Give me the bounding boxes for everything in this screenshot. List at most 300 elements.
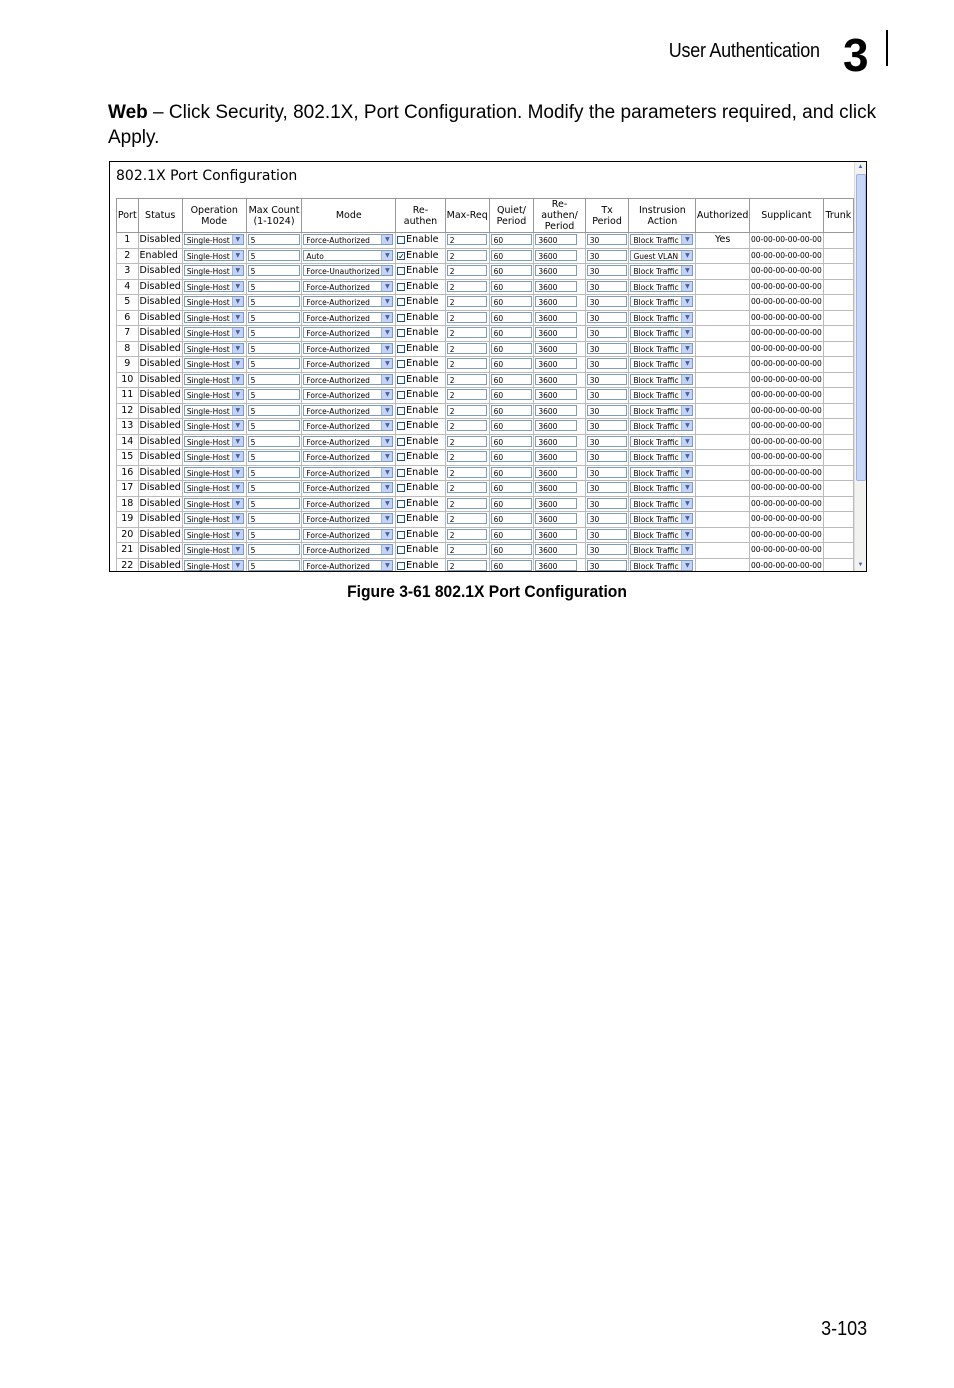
select-value: Single-Host [186, 375, 230, 385]
supplicant-cell [749, 558, 823, 572]
quiet-period-cell [489, 558, 534, 572]
operation-mode-select[interactable] [184, 234, 244, 245]
max-req-input[interactable]: 2 [447, 544, 487, 555]
max-req-input[interactable]: 2 [447, 436, 487, 447]
column-header: Operation Mode [182, 199, 246, 233]
max-req-input[interactable]: 2 [447, 234, 487, 245]
status-cell: Disabled [138, 233, 182, 249]
intrusion-action-select[interactable] [630, 436, 693, 447]
intrusion-action-cell [629, 279, 696, 295]
quiet-period-input[interactable]: 60 [491, 405, 532, 416]
max-count-cell [246, 372, 302, 388]
mode-select[interactable] [303, 296, 393, 307]
intrusion-action-select[interactable] [630, 420, 693, 431]
reauthen-period-input[interactable]: 3600 [535, 234, 577, 245]
max-req-input[interactable]: 2 [447, 374, 487, 385]
max-req-input[interactable]: 2 [447, 467, 487, 478]
select-value: Single-Host [186, 530, 230, 540]
tx-period-input[interactable]: 30 [587, 451, 627, 462]
operation-mode-select[interactable] [184, 529, 244, 540]
reauthen-checkbox[interactable] [397, 500, 405, 508]
max-req-cell [445, 512, 489, 528]
mode-cell [302, 558, 396, 572]
operation-mode-select[interactable] [184, 451, 244, 462]
reauthen-checkbox[interactable] [397, 236, 405, 244]
reauthen-label: Enable [406, 265, 439, 276]
supplicant-mac: 00-00-00-00-00-00 [750, 343, 822, 353]
reauthen-period-input[interactable]: 3600 [535, 420, 577, 431]
reauthen-period-input[interactable]: 3600 [535, 436, 577, 447]
quiet-period-cell [489, 326, 534, 342]
quiet-period-input[interactable]: 60 [491, 560, 532, 571]
reauthen-cell [396, 264, 446, 280]
operation-mode-cell [182, 310, 246, 326]
select-value: Single-Host [186, 329, 230, 339]
reauthen-label: Enable [406, 466, 439, 478]
operation-mode-select[interactable] [184, 498, 244, 509]
reauthen-checkbox[interactable]: ✓ [398, 251, 405, 261]
intrusion-action-select[interactable] [630, 374, 693, 385]
reauthen-label: Enable [406, 544, 439, 555]
max-count-input[interactable]: 5 [248, 312, 300, 323]
max-count-input[interactable]: 5 [248, 389, 300, 400]
operation-mode-select[interactable] [184, 343, 244, 354]
intrusion-action-select[interactable] [630, 513, 693, 524]
quiet-period-input[interactable]: 60 [491, 327, 532, 338]
max-count-cell [246, 465, 302, 481]
intrusion-action-select[interactable] [630, 405, 693, 416]
table-row [117, 326, 854, 342]
reauthen-period-input[interactable]: 3600 [535, 544, 577, 555]
reauthen-checkbox[interactable] [397, 391, 405, 399]
quiet-period-input[interactable]: 60 [491, 358, 532, 369]
intrusion-action-select[interactable] [630, 343, 693, 354]
port-cell: 1 [117, 233, 139, 249]
operation-mode-select[interactable] [184, 281, 244, 292]
max-req-input[interactable]: 2 [447, 312, 487, 323]
quiet-period-input[interactable]: 60 [491, 529, 532, 540]
max-count-input[interactable]: 5 [248, 405, 300, 416]
max-count-input[interactable]: 5 [248, 467, 300, 478]
max-count-cell [246, 419, 302, 435]
max-count-cell [246, 434, 302, 450]
status-cell: Disabled [138, 388, 182, 404]
tx-period-input[interactable]: 30 [587, 265, 627, 276]
reauthen-period-input[interactable]: 3600 [535, 467, 577, 478]
operation-mode-select[interactable] [184, 265, 244, 276]
reauthen-checkbox[interactable] [397, 345, 405, 353]
reauthen-period-cell [534, 543, 585, 559]
reauthen-period-input[interactable]: 3600 [535, 265, 577, 276]
trunk-cell [823, 465, 853, 481]
mode-select[interactable] [303, 327, 393, 338]
intrusion-action-select[interactable] [630, 234, 693, 245]
intrusion-action-cell [629, 264, 696, 280]
reauthen-checkbox[interactable] [397, 376, 405, 384]
select-value: Guest VLAN [633, 251, 679, 261]
max-count-input[interactable]: 5 [248, 529, 300, 540]
supplicant-cell [749, 434, 823, 450]
operation-mode-select[interactable] [184, 389, 244, 400]
reauthen-checkbox[interactable] [397, 407, 405, 415]
reauthen-period-input[interactable]: 3600 [535, 451, 577, 462]
select-value: Single-Host [186, 282, 230, 292]
tx-period-input[interactable]: 30 [587, 560, 627, 571]
mode-select[interactable] [303, 358, 393, 369]
max-count-input[interactable]: 5 [248, 343, 300, 354]
intrusion-action-select[interactable] [630, 389, 693, 400]
mode-cell [302, 527, 396, 543]
mode-select[interactable] [303, 560, 393, 571]
select-value: Block Traffic [633, 499, 679, 509]
quiet-period-input[interactable]: 60 [491, 482, 532, 493]
chevron-down-icon: ▼ [681, 468, 692, 477]
tx-period-input[interactable]: 30 [587, 405, 627, 416]
reauthen-period-cell [534, 372, 585, 388]
reauthen-checkbox[interactable] [397, 329, 405, 337]
tx-period-input[interactable]: 30 [587, 467, 627, 478]
operation-mode-select[interactable] [184, 482, 244, 493]
tx-period-input[interactable]: 30 [587, 234, 627, 245]
max-count-input[interactable]: 5 [248, 265, 300, 276]
select-value: Block Traffic [633, 375, 679, 385]
max-req-input[interactable]: 2 [447, 265, 487, 276]
quiet-period-input[interactable]: 60 [491, 467, 532, 478]
max-count-input[interactable]: 5 [248, 544, 300, 555]
tx-period-input[interactable]: 30 [587, 498, 627, 509]
operation-mode-select[interactable] [184, 405, 244, 416]
mode-select[interactable] [303, 312, 393, 323]
reauthen-period-input[interactable]: 3600 [535, 482, 577, 493]
intrusion-action-select[interactable] [630, 467, 693, 478]
max-count-input[interactable]: 5 [248, 374, 300, 385]
reauthen-checkbox[interactable] [397, 515, 405, 523]
mode-select[interactable] [303, 498, 393, 509]
column-header: Trunk [823, 199, 853, 233]
vertical-scrollbar[interactable] [854, 162, 866, 571]
select-value: Block Traffic [633, 453, 679, 463]
authorized-cell [696, 357, 750, 373]
reauthen-period-input[interactable]: 3600 [535, 296, 577, 307]
reauthen-period-input[interactable]: 3600 [535, 343, 577, 354]
tx-period-input[interactable]: 30 [587, 420, 627, 431]
quiet-period-cell [489, 465, 534, 481]
mode-select[interactable] [303, 529, 393, 540]
supplicant-cell [749, 543, 823, 559]
trunk-cell [823, 264, 853, 280]
tx-period-cell [585, 419, 629, 435]
tx-period-input[interactable]: 30 [587, 513, 627, 524]
tx-period-input[interactable]: 30 [587, 343, 627, 354]
max-count-input[interactable]: 5 [248, 436, 300, 447]
reauthen-period-input[interactable]: 3600 [535, 513, 577, 524]
reauthen-period-input[interactable]: 3600 [535, 560, 577, 571]
quiet-period-input[interactable]: 60 [491, 374, 532, 385]
table-row [117, 419, 854, 435]
chevron-down-icon: ▼ [381, 266, 392, 275]
max-req-cell [445, 419, 489, 435]
max-req-input[interactable]: 2 [447, 513, 487, 524]
max-count-input[interactable]: 5 [248, 234, 300, 245]
reauthen-checkbox[interactable] [397, 298, 405, 306]
reauthen-period-input[interactable]: 3600 [535, 389, 577, 400]
operation-mode-select[interactable] [184, 374, 244, 385]
tx-period-cell [585, 512, 629, 528]
quiet-period-input[interactable]: 60 [491, 389, 532, 400]
reauthen-checkbox[interactable] [397, 469, 405, 477]
mode-select[interactable] [303, 513, 393, 524]
max-req-input[interactable]: 2 [447, 250, 487, 261]
operation-mode-select[interactable] [184, 467, 244, 478]
quiet-period-input[interactable]: 60 [491, 312, 532, 323]
max-req-input[interactable]: 2 [447, 405, 487, 416]
tx-period-input[interactable]: 30 [587, 296, 627, 307]
max-count-input[interactable]: 5 [248, 250, 300, 261]
quiet-period-input[interactable]: 60 [491, 296, 532, 307]
tx-period-input[interactable]: 30 [587, 327, 627, 338]
max-count-input[interactable]: 5 [248, 327, 300, 338]
quiet-period-input[interactable]: 60 [491, 544, 532, 555]
max-req-input[interactable]: 2 [447, 420, 487, 431]
max-count-input[interactable]: 5 [248, 513, 300, 524]
max-req-cell [445, 558, 489, 572]
intrusion-action-select[interactable] [630, 296, 693, 307]
intrusion-action-cell [629, 558, 696, 572]
operation-mode-select[interactable] [184, 296, 244, 307]
max-count-cell [246, 341, 302, 357]
mode-select[interactable] [303, 420, 393, 431]
mode-select[interactable] [303, 234, 393, 245]
port-cell: 11 [117, 388, 139, 404]
mode-select[interactable] [303, 389, 393, 400]
chevron-down-icon: ▼ [232, 468, 243, 477]
quiet-period-cell [489, 264, 534, 280]
quiet-period-input[interactable]: 60 [491, 513, 532, 524]
max-count-input[interactable]: 5 [248, 420, 300, 431]
max-count-input[interactable]: 5 [248, 451, 300, 462]
authorized-cell: Yes [696, 233, 750, 249]
reauthen-cell [396, 481, 446, 497]
mode-select[interactable] [303, 467, 393, 478]
quiet-period-input[interactable]: 60 [491, 498, 532, 509]
tx-period-input[interactable]: 30 [587, 482, 627, 493]
chevron-down-icon: ▼ [232, 514, 243, 523]
reauthen-label: Enable [406, 482, 439, 493]
operation-mode-select[interactable] [184, 436, 244, 447]
reauthen-checkbox[interactable] [397, 422, 405, 430]
chevron-down-icon: ▼ [381, 282, 392, 291]
reauthen-checkbox[interactable] [397, 546, 405, 554]
tx-period-cell [585, 527, 629, 543]
status-cell: Disabled [138, 481, 182, 497]
reauthen-period-input[interactable]: 3600 [535, 498, 577, 509]
scroll-down-arrow-icon[interactable]: ▼ [857, 562, 864, 568]
intrusion-action-select[interactable] [630, 451, 693, 462]
quiet-period-input[interactable]: 60 [491, 420, 532, 431]
reauthen-period-input[interactable]: 3600 [535, 327, 577, 338]
authorized-cell [696, 326, 750, 342]
intrusion-action-select[interactable] [630, 529, 693, 540]
supplicant-cell [749, 326, 823, 342]
operation-mode-select[interactable] [184, 560, 244, 571]
mode-select[interactable] [303, 451, 393, 462]
max-count-input[interactable]: 5 [248, 358, 300, 369]
reauthen-period-input[interactable]: 3600 [535, 281, 577, 292]
operation-mode-cell [182, 481, 246, 497]
operation-mode-cell [182, 388, 246, 404]
reauthen-checkbox[interactable] [397, 453, 405, 461]
max-count-input[interactable]: 5 [248, 498, 300, 509]
supplicant-cell [749, 465, 823, 481]
max-count-input[interactable]: 5 [248, 296, 300, 307]
tx-period-input[interactable]: 30 [587, 312, 627, 323]
reauthen-period-input[interactable]: 3600 [535, 250, 577, 261]
supplicant-mac: 00-00-00-00-00-00 [750, 405, 822, 415]
mode-cell [302, 496, 396, 512]
tx-period-input[interactable]: 30 [587, 529, 627, 540]
reauthen-cell [396, 403, 446, 419]
chevron-down-icon: ▼ [681, 328, 692, 337]
reauthen-period-input[interactable]: 3600 [535, 529, 577, 540]
port-cell: 13 [117, 419, 139, 435]
quiet-period-input[interactable]: 60 [491, 250, 532, 261]
max-count-input[interactable]: 5 [248, 482, 300, 493]
mode-select[interactable] [303, 482, 393, 493]
mode-cell [302, 450, 396, 466]
operation-mode-cell [182, 527, 246, 543]
operation-mode-select[interactable] [184, 544, 244, 555]
status-cell: Disabled [138, 341, 182, 357]
reauthen-checkbox[interactable] [397, 283, 405, 291]
operation-mode-select[interactable] [184, 513, 244, 524]
port-cell: 19 [117, 512, 139, 528]
trunk-cell [823, 512, 853, 528]
max-req-input[interactable]: 2 [447, 358, 487, 369]
intrusion-action-select[interactable] [630, 265, 693, 276]
operation-mode-select[interactable] [184, 250, 244, 261]
quiet-period-input[interactable]: 60 [491, 281, 532, 292]
max-req-cell [445, 543, 489, 559]
mode-select[interactable] [303, 405, 393, 416]
reauthen-checkbox[interactable] [397, 267, 405, 275]
quiet-period-input[interactable]: 60 [491, 234, 532, 245]
quiet-period-cell [489, 419, 534, 435]
chevron-down-icon: ▼ [232, 251, 243, 260]
select-value: Single-Host [186, 313, 230, 323]
select-value: Block Traffic [633, 515, 679, 525]
quiet-period-input[interactable]: 60 [491, 436, 532, 447]
quiet-period-input[interactable]: 60 [491, 343, 532, 354]
chevron-down-icon: ▼ [381, 406, 392, 415]
reauthen-checkbox[interactable] [397, 562, 405, 570]
reauthen-period-input[interactable]: 3600 [535, 358, 577, 369]
mode-select[interactable] [303, 544, 393, 555]
intrusion-action-select[interactable] [630, 560, 693, 571]
operation-mode-select[interactable] [184, 358, 244, 369]
quiet-period-input[interactable]: 60 [491, 265, 532, 276]
reauthen-period-input[interactable]: 3600 [535, 405, 577, 416]
intrusion-action-cell [629, 496, 696, 512]
mode-select[interactable] [303, 343, 393, 354]
intrusion-action-select[interactable] [630, 281, 693, 292]
tx-period-input[interactable]: 30 [587, 250, 627, 261]
tx-period-input[interactable]: 30 [587, 436, 627, 447]
authorized-cell [696, 527, 750, 543]
intrusion-action-select[interactable] [630, 250, 693, 261]
quiet-period-cell [489, 279, 534, 295]
max-req-input[interactable]: 2 [447, 327, 487, 338]
max-req-input[interactable]: 2 [447, 343, 487, 354]
quiet-period-cell [489, 357, 534, 373]
max-req-input[interactable]: 2 [447, 498, 487, 509]
operation-mode-select[interactable] [184, 312, 244, 323]
reauthen-period-input[interactable]: 3600 [535, 312, 577, 323]
operation-mode-cell [182, 403, 246, 419]
chevron-down-icon: ▼ [681, 344, 692, 353]
intrusion-action-select[interactable] [630, 358, 693, 369]
tx-period-input[interactable]: 30 [587, 281, 627, 292]
reauthen-checkbox[interactable] [397, 438, 405, 446]
reauthen-checkbox[interactable] [397, 360, 405, 368]
scroll-thumb[interactable] [856, 174, 866, 481]
mode-select[interactable] [303, 265, 393, 276]
mode-select[interactable] [303, 436, 393, 447]
supplicant-mac: 00-00-00-00-00-00 [750, 297, 822, 307]
reauthen-checkbox[interactable] [397, 484, 405, 492]
mode-select[interactable] [303, 374, 393, 385]
table-body [117, 233, 854, 573]
tx-period-input[interactable]: 30 [587, 358, 627, 369]
max-req-input[interactable]: 2 [447, 389, 487, 400]
intrusion-action-select[interactable] [630, 498, 693, 509]
max-count-input[interactable]: 5 [248, 281, 300, 292]
status-cell: Disabled [138, 326, 182, 342]
max-req-input[interactable]: 2 [447, 451, 487, 462]
intrusion-action-select[interactable] [630, 327, 693, 338]
column-header: Re-authen [396, 199, 446, 233]
mode-select[interactable] [303, 281, 393, 292]
intrusion-action-select[interactable] [630, 482, 693, 493]
operation-mode-select[interactable] [184, 420, 244, 431]
chevron-down-icon: ▼ [681, 437, 692, 446]
mode-select[interactable] [303, 250, 393, 261]
authorized-cell [696, 450, 750, 466]
max-req-input[interactable]: 2 [447, 529, 487, 540]
scroll-up-arrow-icon[interactable]: ▲ [857, 164, 864, 170]
select-value: Force-Authorized [306, 375, 370, 385]
quiet-period-input[interactable]: 60 [491, 451, 532, 462]
intrusion-action-select[interactable] [630, 544, 693, 555]
reauthen-period-input[interactable]: 3600 [535, 374, 577, 385]
operation-mode-select[interactable] [184, 327, 244, 338]
reauthen-checkbox[interactable] [397, 314, 405, 322]
max-count-input[interactable]: 5 [248, 560, 300, 571]
tx-period-cell [585, 279, 629, 295]
authorized-cell [696, 496, 750, 512]
max-req-input[interactable]: 2 [447, 281, 487, 292]
reauthen-checkbox[interactable] [397, 531, 405, 539]
tx-period-input[interactable]: 30 [587, 544, 627, 555]
operation-mode-cell [182, 357, 246, 373]
max-req-cell [445, 233, 489, 249]
tx-period-input[interactable]: 30 [587, 374, 627, 385]
max-req-input[interactable]: 2 [447, 296, 487, 307]
supplicant-mac: 00-00-00-00-00-00 [750, 235, 822, 245]
max-req-input[interactable]: 2 [447, 560, 487, 571]
max-req-input[interactable]: 2 [447, 482, 487, 493]
intrusion-action-select[interactable] [630, 312, 693, 323]
tx-period-input[interactable]: 30 [587, 389, 627, 400]
